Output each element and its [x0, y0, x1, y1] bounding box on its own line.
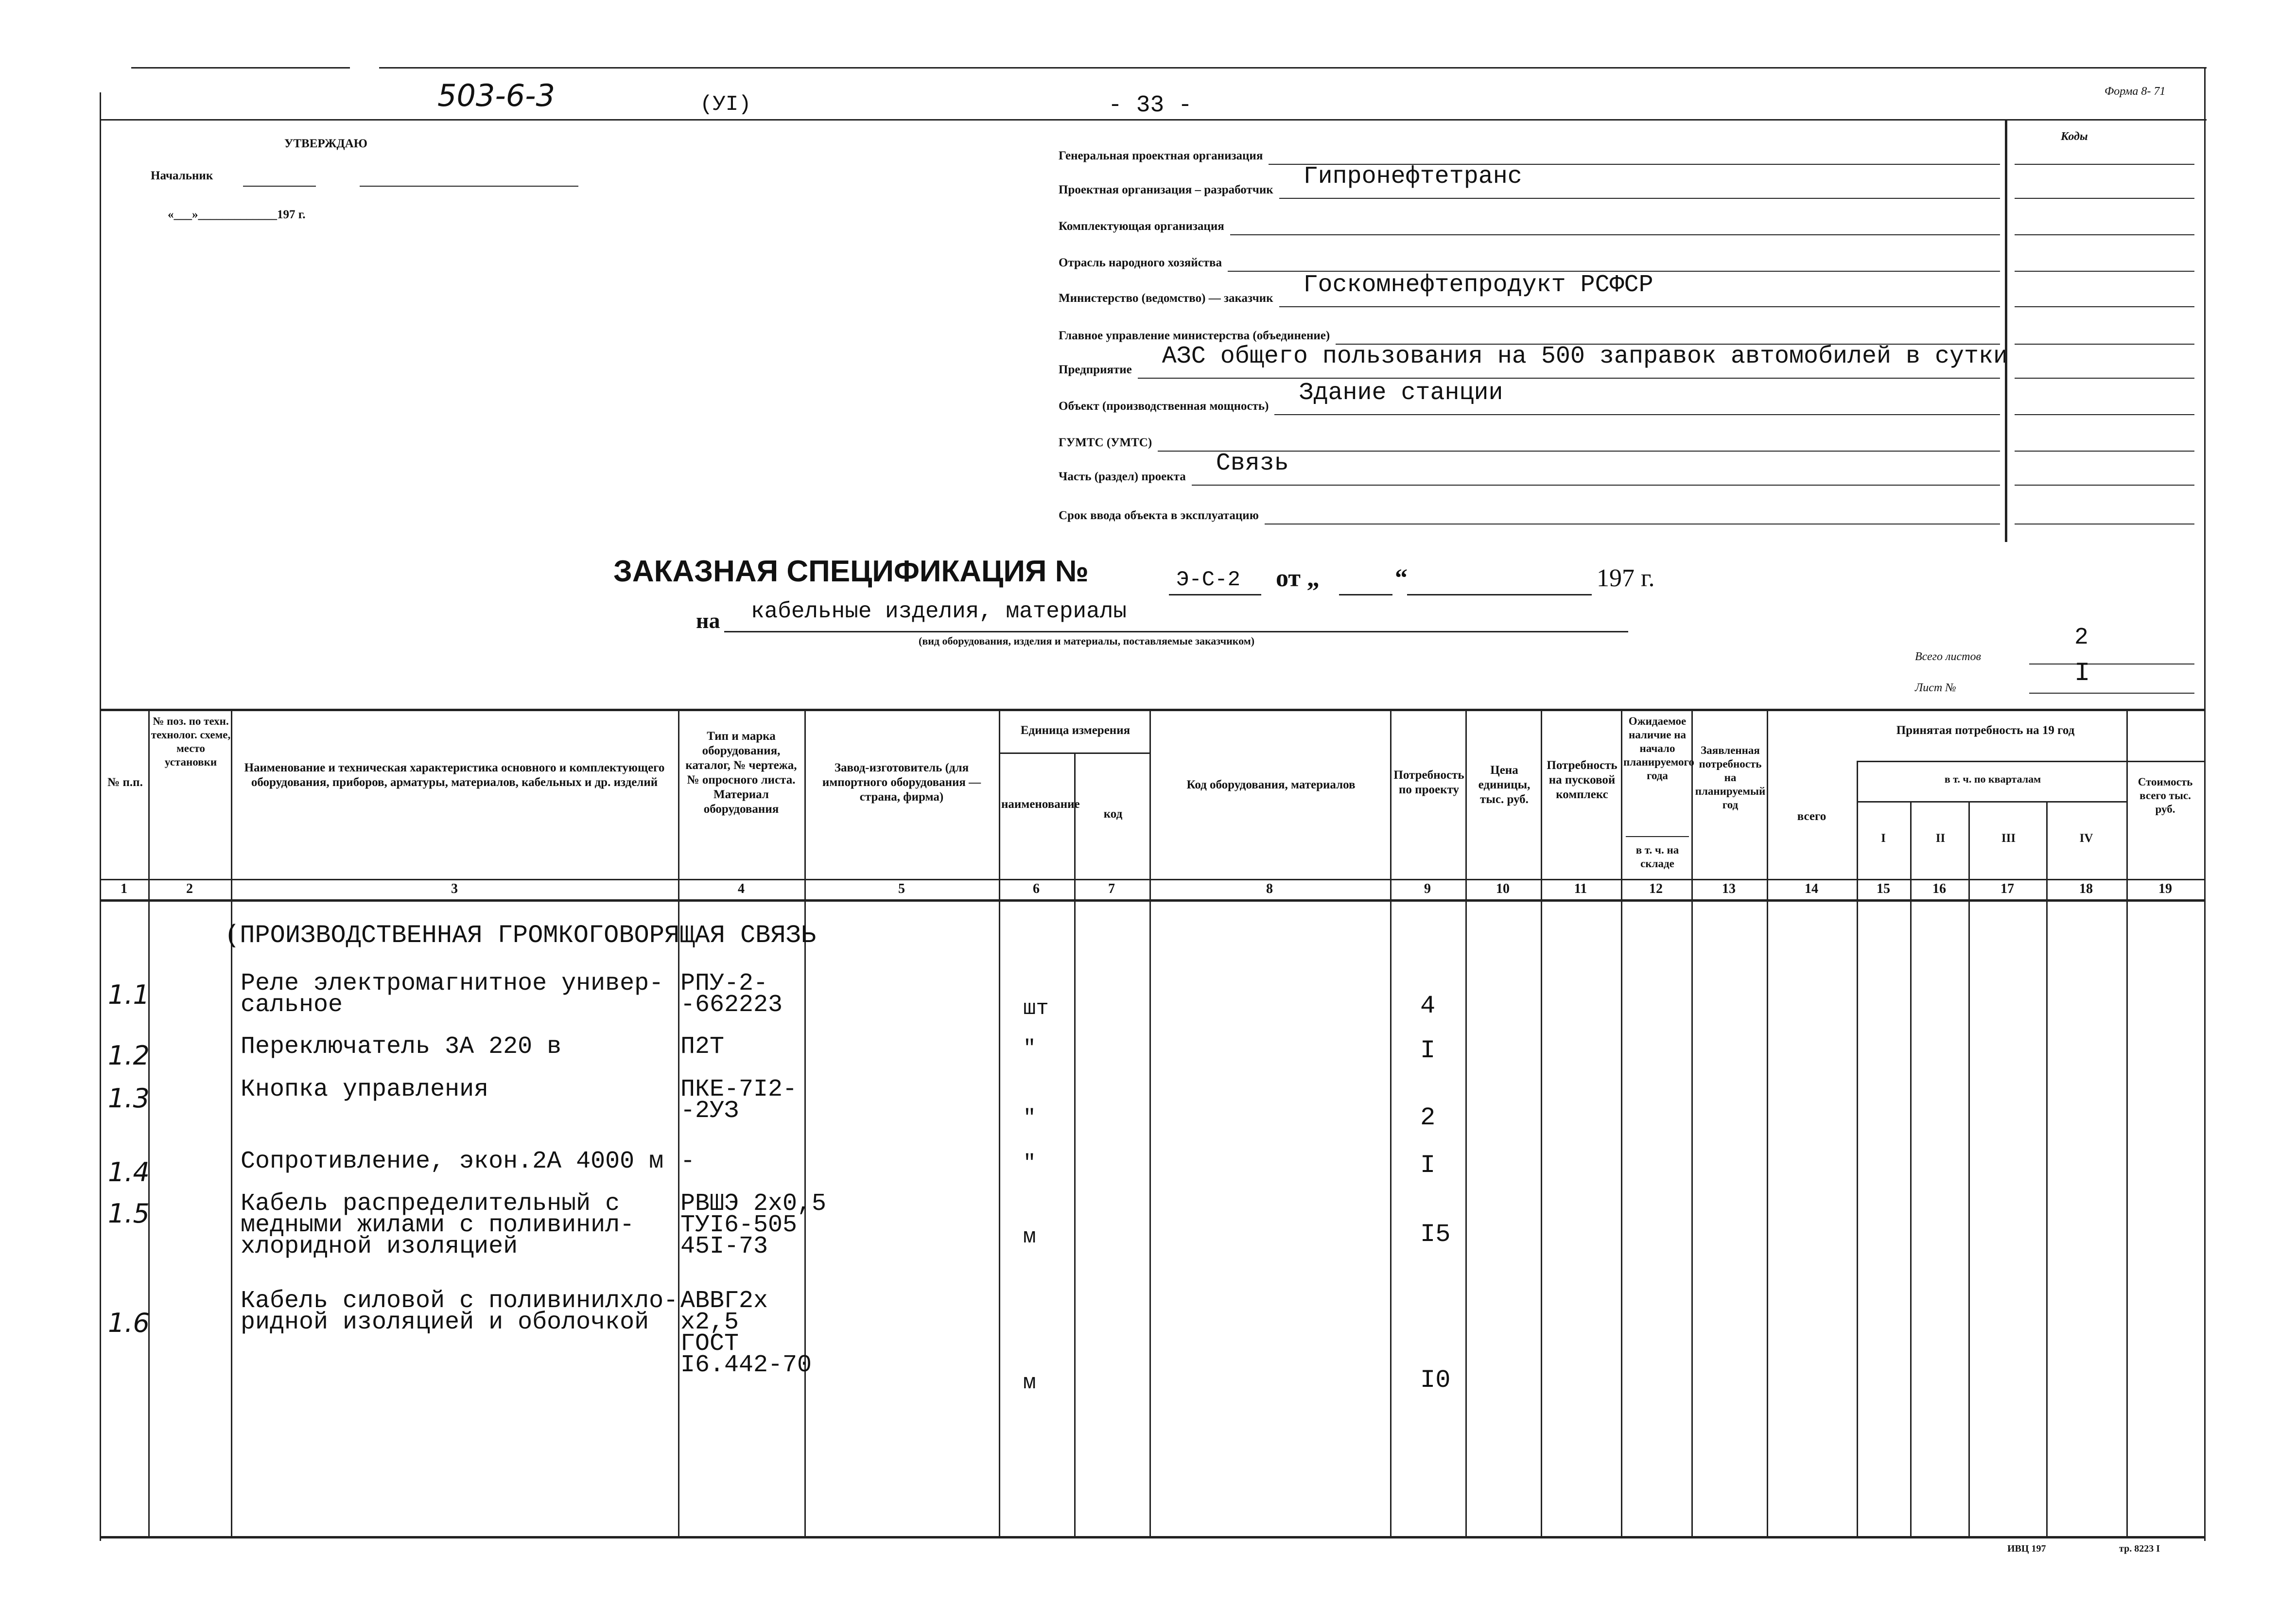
col-header-accepted: Принятая потребность на 19 год [1896, 724, 2075, 737]
column-number: 3 [451, 881, 458, 896]
col-header-18: IV [2079, 832, 2093, 845]
row-number: 1.1 [108, 979, 150, 1010]
column-number: 8 [1266, 881, 1273, 896]
col-header-9: Потребность по проекту [1393, 769, 1464, 796]
col-header-14: всего [1797, 810, 1826, 823]
approve-label: УТВЕРЖДАЮ [284, 137, 367, 150]
col-header-12b: в т. ч. на складе [1635, 844, 1679, 870]
footer-code-left: ИВЦ 197 [2007, 1543, 2046, 1554]
spec-quote: “ [1395, 564, 1408, 592]
row-qty: I0 [1420, 1366, 1451, 1395]
org-label: Генеральная проектная организация [1059, 149, 1263, 162]
col-header-1: № п.п. [107, 776, 143, 789]
spec-na: на [696, 608, 720, 633]
spec-number: Э-С-2 [1176, 568, 1241, 592]
row-number: 1.6 [108, 1308, 150, 1338]
page-number: - 33 - [1108, 92, 1192, 119]
row-name: Кабель распределительный с медными жилами с поливинил- хлоридной изоляцией [241, 1190, 635, 1260]
row-name: Переключатель 3А 220 в [241, 1033, 562, 1061]
row-number: 1.4 [108, 1157, 150, 1188]
column-number: 11 [1574, 881, 1587, 896]
row-number: 1.2 [108, 1040, 150, 1071]
org-value: Здание станции [1299, 379, 1503, 407]
row-type: РВШЭ 2х0,5 ТУI6-505 45I-73 [680, 1190, 827, 1260]
spec-subject-note: (вид оборудования, изделия и материалы, поставляемые заказчиком) [919, 635, 1255, 647]
row-qty: 4 [1420, 992, 1436, 1020]
org-label: Комплектующая организация [1059, 220, 1224, 233]
column-number: 14 [1805, 881, 1818, 896]
column-number: 7 [1108, 881, 1115, 896]
org-value: АЗС общего пользования на 500 заправок автомобилей в сутки [1162, 343, 2008, 370]
row-unit: м [1023, 1371, 1036, 1395]
row-qty: 2 [1420, 1103, 1436, 1132]
org-label: Срок ввода объекта в эксплуатацию [1059, 509, 1259, 522]
row-unit: " [1023, 1036, 1036, 1061]
codes-label: Коды [2061, 130, 2088, 143]
row-name: Кабель силовой с поливинилхло- ридной изоляцией и оболочкой [241, 1287, 678, 1336]
row-unit: " [1023, 1106, 1036, 1130]
spec-year: 197 г. [1597, 564, 1655, 592]
col-header-7: код [1103, 807, 1123, 821]
org-label: Министерство (ведомство) — заказчик [1059, 292, 1273, 305]
column-number: 12 [1649, 881, 1663, 896]
column-number: 16 [1932, 881, 1946, 896]
org-value: Связь [1216, 450, 1289, 477]
col-header-4: Тип и марка оборудования, каталог, № чертежа, № опросного листа. Материал оборудования [685, 730, 797, 816]
row-qty: I [1420, 1036, 1436, 1065]
column-number: 5 [898, 881, 905, 896]
row-number: 1.3 [108, 1083, 150, 1114]
column-number: 4 [738, 881, 745, 896]
sheet-no: I [2074, 659, 2090, 688]
chief-label: Начальник [151, 169, 213, 182]
col-header-12: Ожидаемое наличие на начало планируемого года [1623, 715, 1694, 782]
col-header-6: наименование [1001, 798, 1080, 811]
col-header-19: Стоимость всего тыс. руб. [2138, 776, 2193, 815]
col-header-15: I [1881, 832, 1886, 845]
row-unit: " [1023, 1151, 1036, 1175]
row-name: Сопротивление, экон.2А 4000 м [241, 1148, 664, 1175]
col-header-8: Код оборудования, материалов [1186, 778, 1356, 791]
org-label: Часть (раздел) проекта [1059, 470, 1186, 483]
column-number: 6 [1033, 881, 1040, 896]
org-label: ГУМТС (УМТС) [1059, 436, 1152, 449]
row-name: Реле электромагнитное универ- сальное [241, 970, 664, 1019]
section-title: (ПРОИЗВОДСТВЕННАЯ ГРОМКОГОВОРЯЩАЯ СВЯЗЬ [225, 921, 816, 950]
col-header-16: II [1935, 832, 1946, 845]
col-header-3: Наименование и техническая характеристика основного и комплектующего оборудования, приборов, арматуры, материалов, кабельных и др. изделий [244, 761, 665, 789]
section-roman: (УI) [700, 92, 751, 117]
row-type: РПУ-2- -662223 [680, 970, 783, 1019]
column-number: 1 [121, 881, 127, 896]
org-value: Госкомнефтепродукт РСФСР [1303, 271, 1653, 299]
column-number: 15 [1877, 881, 1890, 896]
footer-code-right: тр. 8223 I [2119, 1543, 2160, 1554]
col-header-quarters: в т. ч. по кварталам [1944, 773, 2041, 785]
col-header-2: № поз. по техн. технолог. схеме, место установки [151, 715, 231, 768]
row-unit: шт [1023, 996, 1049, 1021]
column-number: 9 [1424, 881, 1431, 896]
org-label: Проектная организация – разработчик [1059, 183, 1273, 196]
spec-title: ЗАКАЗНАЯ СПЕЦИФИКАЦИЯ № [613, 555, 1089, 588]
total-sheets-label: Всего листов [1915, 650, 1981, 663]
doc-code: 503-6-3 [437, 78, 555, 113]
row-type: П2Т [680, 1033, 725, 1061]
org-label: Предприятие [1059, 363, 1132, 376]
spec-subject: кабельные изделия, материалы [751, 599, 1127, 624]
form-number: Форма 8- 71 [2105, 85, 2166, 98]
row-qty: I5 [1420, 1220, 1451, 1249]
org-value: Гипронефтетранс [1303, 163, 1522, 191]
org-label: Объект (производственная мощность) [1059, 400, 1269, 413]
column-number: 13 [1722, 881, 1736, 896]
row-unit: м [1023, 1225, 1036, 1249]
approve-date: «___»_____________197 г. [168, 208, 306, 221]
column-number: 17 [2000, 881, 2014, 896]
column-number: 2 [186, 881, 193, 896]
column-number: 19 [2158, 881, 2172, 896]
col-header-17: III [2001, 832, 2016, 845]
row-name: Кнопка управления [241, 1076, 489, 1103]
column-number: 10 [1496, 881, 1510, 896]
org-label: Главное управление министерства (объединение) [1059, 329, 1330, 342]
total-sheets: 2 [2074, 625, 2088, 651]
col-header-10: Цена единицы, тыс. руб. [1478, 764, 1531, 806]
col-header-5: Завод-изготовитель (для импортного оборудования — страна, фирма) [822, 761, 981, 804]
row-qty: I [1420, 1151, 1436, 1180]
col-header-unit: Единица измерения [1020, 724, 1131, 737]
spec-ot: от „ [1276, 564, 1320, 592]
column-number: 18 [2079, 881, 2093, 896]
col-header-13: Заявленная потребность на планируемый год [1695, 744, 1766, 811]
row-type: АВВГ2х х2,5 ГОСТ I6.442-70 [680, 1287, 812, 1379]
col-header-11: Потребность на пусковой комплекс [1547, 759, 1618, 801]
org-label: Отрасль народного хозяйства [1059, 256, 1222, 269]
row-type: - [680, 1148, 696, 1175]
row-type: ПКЕ-7I2- -2УЗ [680, 1076, 798, 1125]
row-number: 1.5 [108, 1198, 150, 1229]
sheet-no-label: Лист № [1915, 682, 1956, 694]
